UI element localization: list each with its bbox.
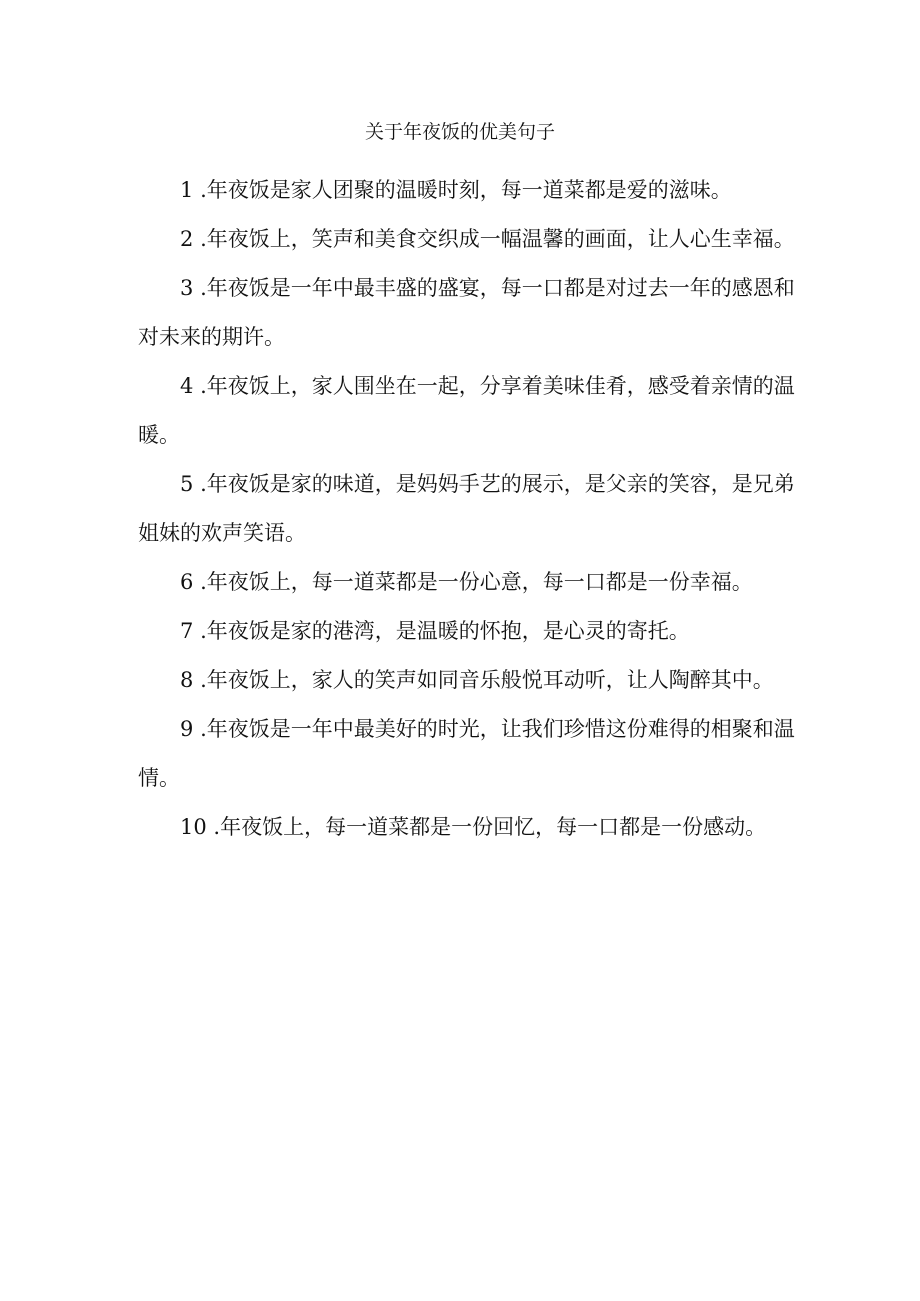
item-text: .年夜饭上，每一道菜都是一份回忆，每一口都是一份感动。 (213, 815, 767, 839)
item-number: 5 (180, 472, 194, 496)
item-number: 10 (180, 815, 207, 839)
item-text: .年夜饭是一年中最美好的时光，让我们珍惜这份难得的相聚和温情。 (138, 717, 795, 790)
list-item (138, 705, 798, 803)
item-text: .年夜饭是一年中最丰盛的盛宴，每一口都是对过去一年的感恩和对未来的期许。 (138, 276, 795, 349)
item-number: 4 (180, 374, 194, 398)
list-item (138, 558, 798, 607)
list-item (138, 803, 798, 852)
item-text: .年夜饭是家的味道，是妈妈手艺的展示，是父亲的笑容，是兄弟姐妹的欢声笑语。 (138, 472, 795, 545)
item-text: .年夜饭上，家人围坐在一起，分享着美味佳肴，感受着亲情的温暖。 (138, 374, 795, 447)
item-text: .年夜饭上，每一道菜都是一份心意，每一口都是一份幸福。 (200, 570, 753, 594)
list-item (138, 656, 798, 705)
item-number: 8 (180, 668, 194, 692)
item-number: 7 (180, 619, 194, 643)
item-number: 3 (180, 276, 194, 300)
list-item (138, 166, 798, 215)
item-number: 2 (180, 227, 194, 251)
list-item (138, 607, 798, 656)
sentence-list (138, 166, 798, 852)
item-number: 6 (180, 570, 194, 594)
item-text: .年夜饭上，家人的笑声如同音乐般悦耳动听，让人陶醉其中。 (200, 668, 774, 692)
item-text: .年夜饭上，笑声和美食交织成一幅温馨的画面，让人心生幸福。 (200, 227, 795, 251)
item-text: .年夜饭是家人团聚的温暖时刻，每一道菜都是爱的滋味。 (200, 178, 732, 202)
list-item (138, 460, 798, 558)
item-number: 1 (180, 178, 194, 202)
list-item (138, 215, 798, 264)
item-number: 9 (180, 717, 194, 741)
list-item (138, 264, 798, 362)
item-text: .年夜饭是家的港湾，是温暖的怀抱，是心灵的寄托。 (200, 619, 690, 643)
list-item (138, 362, 798, 460)
document-title: 关于年夜饭的优美句子 (364, 121, 555, 143)
